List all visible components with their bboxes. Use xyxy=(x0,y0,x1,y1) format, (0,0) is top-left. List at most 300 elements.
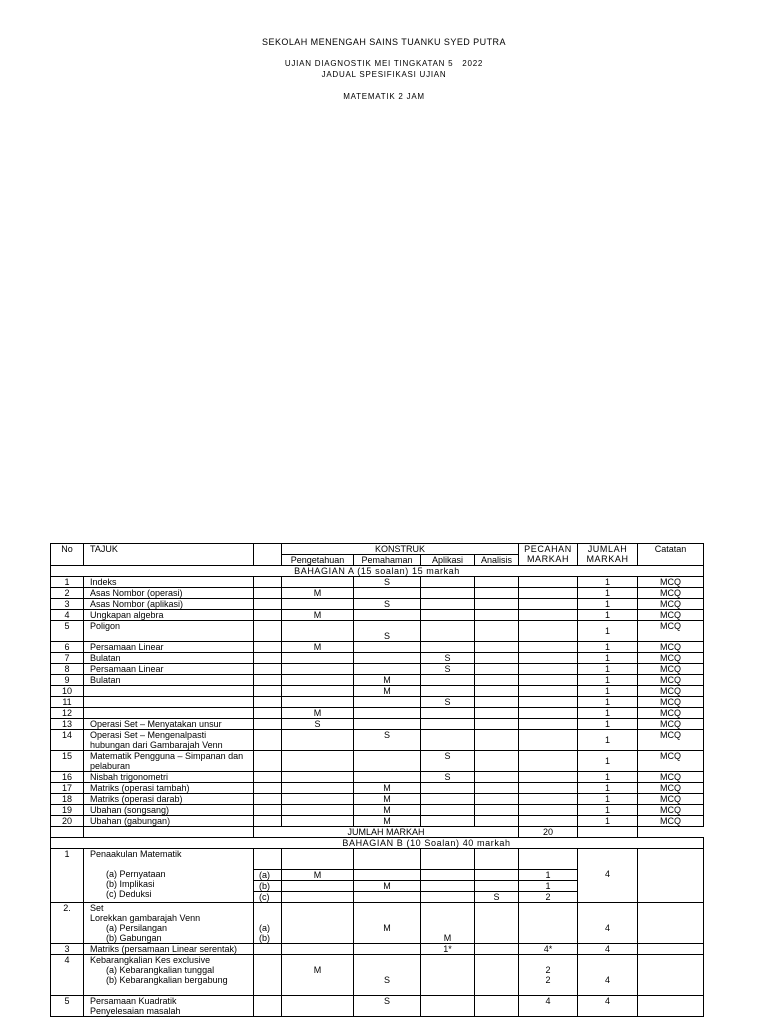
col-header-pengetahuan xyxy=(282,555,354,566)
total-value xyxy=(519,827,578,838)
no-cell xyxy=(51,794,84,805)
jumlah-markah-value xyxy=(578,730,638,751)
analisis-mark xyxy=(475,675,519,686)
pecahan-markah-value xyxy=(519,642,578,653)
catatan-value-line: MCQ xyxy=(660,610,682,620)
jumlah-markah-value xyxy=(578,955,638,996)
aplikasi-mark xyxy=(421,708,475,719)
aplikasi-mark-line: S xyxy=(444,664,451,674)
aplikasi-mark-line: 1* xyxy=(443,944,452,954)
sub-item-cell xyxy=(254,642,282,653)
analisis-mark xyxy=(475,849,519,870)
aplikasi-mark-line xyxy=(421,913,474,923)
table-row xyxy=(51,642,704,653)
jumlah-markah-value-line: 1 xyxy=(605,577,611,587)
pecahan-markah-value-line: 4 xyxy=(545,996,551,1006)
pecahan-markah-value xyxy=(519,816,578,827)
catatan-value xyxy=(638,642,704,653)
pengetahuan-mark xyxy=(282,697,354,708)
catatan-value-line: MCQ xyxy=(660,708,682,718)
catatan-value-line: MCQ xyxy=(660,816,682,826)
analisis-mark xyxy=(475,881,519,892)
aplikasi-mark-line: M xyxy=(443,933,452,943)
pemahaman-mark-line: M xyxy=(383,794,391,804)
analisis-mark xyxy=(475,621,519,642)
pengetahuan-mark xyxy=(282,621,354,642)
catatan-value-line: MCQ xyxy=(660,642,682,652)
pemahaman-mark xyxy=(354,664,421,675)
header-row xyxy=(51,544,704,555)
jumlah-markah-value xyxy=(578,642,638,653)
no-cell-line: 2. xyxy=(63,903,71,913)
jumlah-markah-value-line: 1 xyxy=(605,697,611,707)
exam-title: UJIAN DIAGNOSTIK MEI TINGKATAN 5 2022 xyxy=(284,59,484,68)
pemahaman-mark xyxy=(354,719,421,730)
sub-item-cell xyxy=(254,588,282,599)
col-header-sub xyxy=(254,544,282,566)
sub-item-cell xyxy=(254,772,282,783)
section-title-line: BAHAGIAN B (10 Soalan) 40 markah xyxy=(342,838,511,848)
pengetahuan-mark xyxy=(282,719,354,730)
no-cell-line: 6 xyxy=(64,642,70,652)
pemahaman-mark xyxy=(354,944,421,955)
no-cell-line: 15 xyxy=(61,751,72,761)
tajuk-cell-line: Bulatan xyxy=(90,675,121,685)
col-header-aplikasi-label: Aplikasi xyxy=(431,555,463,565)
jumlah-markah-value-line: 4 xyxy=(605,869,611,879)
pemahaman-mark-line: M xyxy=(383,816,391,826)
pemahaman-mark-line: M xyxy=(383,881,391,891)
aplikasi-mark xyxy=(421,996,475,1017)
sub-item-cell-line: (a) xyxy=(259,923,270,933)
pecahan-markah-value xyxy=(519,686,578,697)
tajuk-cell xyxy=(84,577,254,588)
pecahan-markah-value xyxy=(519,794,578,805)
tajuk-cell-line: Operasi Set – Menyatakan unsur xyxy=(90,719,222,729)
pengetahuan-mark xyxy=(282,642,354,653)
pengetahuan-mark xyxy=(282,751,354,772)
no-cell xyxy=(51,772,84,783)
pemahaman-mark-line: M xyxy=(383,783,391,793)
catatan-value xyxy=(638,849,704,903)
jumlah-markah-value xyxy=(578,805,638,816)
pemahaman-mark xyxy=(354,870,421,881)
jumlah-markah-value-line: 1 xyxy=(605,805,611,815)
no-cell xyxy=(51,686,84,697)
pemahaman-mark xyxy=(354,772,421,783)
no-cell-line: 19 xyxy=(61,805,72,815)
sub-item-cell-line xyxy=(259,913,281,923)
table-row xyxy=(51,664,704,675)
catatan-value xyxy=(638,903,704,944)
catatan-value xyxy=(638,686,704,697)
tajuk-cell-line: Persamaan Linear xyxy=(90,642,164,652)
analisis-mark xyxy=(475,686,519,697)
pecahan-markah-value xyxy=(519,599,578,610)
no-cell xyxy=(51,653,84,664)
no-cell-line: 2 xyxy=(64,588,70,598)
analisis-mark xyxy=(475,577,519,588)
jumlah-markah-value-line xyxy=(578,965,637,975)
catatan-value xyxy=(638,772,704,783)
pengetahuan-mark xyxy=(282,892,354,903)
pecahan-markah-value xyxy=(519,881,578,892)
sub-item-cell xyxy=(254,955,282,996)
analisis-mark xyxy=(475,751,519,772)
tajuk-cell xyxy=(84,772,254,783)
document-title: JADUAL SPESIFIKASI UJIAN xyxy=(321,70,447,79)
catatan-value-line: MCQ xyxy=(660,686,682,696)
pemahaman-mark xyxy=(354,686,421,697)
tajuk-cell xyxy=(84,708,254,719)
analisis-mark xyxy=(475,730,519,751)
analisis-mark xyxy=(475,903,519,944)
jumlah-markah-value-line: 1 xyxy=(605,599,611,609)
pemahaman-mark xyxy=(354,642,421,653)
catatan-value-line: MCQ xyxy=(660,599,682,609)
jumlah-markah-value xyxy=(578,621,638,642)
tajuk-cell xyxy=(84,664,254,675)
table-row xyxy=(51,719,704,730)
no-cell xyxy=(51,708,84,719)
table-row xyxy=(51,621,704,642)
pecahan-markah-value xyxy=(519,719,578,730)
pemahaman-mark xyxy=(354,697,421,708)
pemahaman-mark xyxy=(354,730,421,751)
no-cell-line: 10 xyxy=(61,686,72,696)
tajuk-cell xyxy=(84,675,254,686)
jumlah-markah-value-line: 1 xyxy=(605,653,611,663)
no-cell xyxy=(51,599,84,610)
no-cell-line: 3 xyxy=(64,944,70,954)
total-row xyxy=(51,827,704,838)
jumlah-markah-value xyxy=(578,664,638,675)
pemahaman-mark xyxy=(354,708,421,719)
jumlah-markah-value-line: 1 xyxy=(605,686,611,696)
aplikasi-mark xyxy=(421,730,475,751)
pengetahuan-mark xyxy=(282,577,354,588)
table-row xyxy=(51,996,704,1017)
table-row xyxy=(51,903,704,944)
tajuk-cell-line: (a) Persilangan xyxy=(106,923,168,933)
tajuk-cell xyxy=(84,653,254,664)
analisis-mark xyxy=(475,944,519,955)
pecahan-markah-value-line: 4* xyxy=(543,944,553,954)
catatan-value-line: MCQ xyxy=(660,794,682,804)
aplikasi-mark xyxy=(421,686,475,697)
tajuk-cell-line: Bulatan xyxy=(90,653,121,663)
aplikasi-mark-line: S xyxy=(444,653,451,663)
catatan-value xyxy=(638,751,704,772)
no-cell xyxy=(51,719,84,730)
pecahan-markah-value xyxy=(519,621,578,642)
col-header-analisis xyxy=(475,555,519,566)
pengetahuan-mark xyxy=(282,805,354,816)
no-cell-line: 12 xyxy=(61,708,72,718)
tajuk-cell-line xyxy=(90,859,253,869)
no-cell-line: 1 xyxy=(64,849,70,859)
aplikasi-mark xyxy=(421,751,475,772)
jumlah-markah-value-line xyxy=(578,859,637,869)
pecahan-markah-value xyxy=(519,805,578,816)
catatan-value-line: MCQ xyxy=(660,588,682,598)
tajuk-cell xyxy=(84,730,254,751)
aplikasi-mark xyxy=(421,783,475,794)
pemahaman-mark xyxy=(354,849,421,870)
catatan-value xyxy=(638,794,704,805)
tajuk-cell-line: Ungkapan algebra xyxy=(90,610,164,620)
catatan-value xyxy=(638,675,704,686)
subject-duration: MATEMATIK 2 JAM xyxy=(343,92,425,101)
col-header-tajuk-label: TAJUK xyxy=(90,544,118,554)
catatan-value xyxy=(638,783,704,794)
aplikasi-mark xyxy=(421,955,475,996)
catatan-value xyxy=(638,653,704,664)
pemahaman-mark xyxy=(354,881,421,892)
no-cell xyxy=(51,642,84,653)
tajuk-cell-line: Nisbah trigonometri xyxy=(90,772,169,782)
no-cell-line: 17 xyxy=(61,783,72,793)
pecahan-markah-value-line: 1 xyxy=(545,881,551,891)
pemahaman-mark xyxy=(354,621,421,642)
table-row xyxy=(51,588,704,599)
pengetahuan-mark xyxy=(282,794,354,805)
aplikasi-mark xyxy=(421,599,475,610)
no-cell xyxy=(51,621,84,642)
tajuk-cell-line: (b) Gabungan xyxy=(106,933,162,943)
aplikasi-mark xyxy=(421,881,475,892)
tajuk-cell xyxy=(84,903,254,944)
pemahaman-mark xyxy=(354,577,421,588)
no-cell xyxy=(51,751,84,772)
sub-item-cell-line xyxy=(259,903,281,913)
no-cell xyxy=(51,664,84,675)
analisis-mark xyxy=(475,794,519,805)
col-header-analisis-label: Analisis xyxy=(481,555,513,565)
analisis-mark xyxy=(475,996,519,1017)
tajuk-cell-line: (b) Kebarangkalian bergabung xyxy=(106,975,228,985)
sub-item-cell xyxy=(254,686,282,697)
pemahaman-mark-line: S xyxy=(383,730,390,740)
pecahan-markah-value xyxy=(519,653,578,664)
catatan-value xyxy=(638,719,704,730)
tajuk-cell xyxy=(84,599,254,610)
pengetahuan-mark-line: M xyxy=(313,642,322,652)
sub-item-cell xyxy=(254,664,282,675)
pengetahuan-mark xyxy=(282,955,354,996)
pecahan-markah-value xyxy=(519,849,578,870)
pecahan-markah-value xyxy=(519,892,578,903)
pengetahuan-mark xyxy=(282,772,354,783)
jumlah-markah-value-line xyxy=(578,955,637,965)
analisis-mark xyxy=(475,816,519,827)
tajuk-cell xyxy=(84,610,254,621)
tajuk-cell-line xyxy=(90,985,253,995)
catatan-value-line: MCQ xyxy=(660,621,682,631)
col-header-pecahan-label: PECAHAN xyxy=(524,544,572,554)
catatan-value xyxy=(638,664,704,675)
pecahan-markah-value-line: 2 xyxy=(545,892,551,902)
pecahan-markah-value-line: 2 xyxy=(545,965,551,975)
sub-item-cell xyxy=(254,675,282,686)
tajuk-cell xyxy=(84,621,254,642)
table-row xyxy=(51,805,704,816)
pengetahuan-mark xyxy=(282,730,354,751)
jumlah-markah-value xyxy=(578,697,638,708)
pecahan-markah-value xyxy=(519,783,578,794)
col-header-pecahan-label: MARKAH xyxy=(526,554,570,564)
tajuk-cell-line: Kebarangkalian Kes exclusive xyxy=(90,955,211,965)
pemahaman-mark-line: S xyxy=(383,996,390,1006)
pecahan-markah-value xyxy=(519,903,578,944)
aplikasi-mark xyxy=(421,610,475,621)
aplikasi-mark-line: S xyxy=(444,697,451,707)
sub-item-cell xyxy=(254,783,282,794)
sub-item-cell xyxy=(254,903,282,944)
catatan-value xyxy=(638,955,704,996)
analisis-mark xyxy=(475,783,519,794)
tajuk-cell xyxy=(84,996,254,1017)
sub-item-cell xyxy=(254,805,282,816)
no-cell-line: 3 xyxy=(64,599,70,609)
catatan-value xyxy=(638,588,704,599)
no-cell xyxy=(51,816,84,827)
no-cell-line: 9 xyxy=(64,675,70,685)
catatan-value xyxy=(638,610,704,621)
pecahan-markah-value xyxy=(519,697,578,708)
no-cell xyxy=(51,944,84,955)
jumlah-markah-value xyxy=(578,708,638,719)
pengetahuan-mark-line: M xyxy=(313,870,322,880)
pecahan-markah-value xyxy=(519,577,578,588)
aplikasi-mark xyxy=(421,892,475,903)
tajuk-cell xyxy=(84,816,254,827)
tajuk-cell-line: Matriks (persamaan Linear serentak) xyxy=(90,944,238,954)
pengetahuan-mark xyxy=(282,664,354,675)
pengetahuan-mark xyxy=(282,870,354,881)
tajuk-cell-line: Penaakulan Matematik xyxy=(90,849,182,859)
sub-item-cell-line: (a) xyxy=(259,870,270,880)
tajuk-cell-line: Penyelesaian masalah xyxy=(90,1006,181,1016)
col-header-tajuk xyxy=(84,544,254,566)
sub-item-cell xyxy=(254,849,282,870)
tajuk-cell-line: hubungan dari Gambarajah Venn xyxy=(90,740,223,750)
no-cell xyxy=(51,588,84,599)
pecahan-markah-value xyxy=(519,664,578,675)
table-row xyxy=(51,816,704,827)
tajuk-cell-line: Matematik Pengguna – Simpanan dan xyxy=(90,751,244,761)
tajuk-cell xyxy=(84,697,254,708)
pengetahuan-mark xyxy=(282,599,354,610)
col-header-jumlah-markah xyxy=(578,544,638,566)
col-header-aplikasi xyxy=(421,555,475,566)
catatan-value-line: MCQ xyxy=(660,664,682,674)
pengetahuan-mark-line: M xyxy=(313,965,322,975)
jumlah-markah-value xyxy=(578,783,638,794)
pengetahuan-mark xyxy=(282,588,354,599)
tajuk-cell-line: Matriks (operasi tambah) xyxy=(90,783,190,793)
tajuk-cell-line: (b) Implikasi xyxy=(106,879,155,889)
col-header-jumlah-label: JUMLAH xyxy=(587,544,628,554)
sub-item-cell xyxy=(254,599,282,610)
tajuk-cell-line: Lorekkan gambarajah Venn xyxy=(90,913,201,923)
analisis-mark xyxy=(475,772,519,783)
tajuk-cell xyxy=(84,783,254,794)
section-title-row xyxy=(51,838,704,849)
sub-item-cell xyxy=(254,996,282,1017)
aplikasi-mark xyxy=(421,642,475,653)
no-cell xyxy=(51,577,84,588)
tajuk-cell-line: Operasi Set – Mengenalpasti xyxy=(90,730,207,740)
sub-item-cell xyxy=(254,892,282,903)
catatan-value xyxy=(638,944,704,955)
no-cell-line: 16 xyxy=(61,772,72,782)
pecahan-markah-value-line: 2 xyxy=(545,975,551,985)
catatan-value xyxy=(638,621,704,642)
pemahaman-mark-line: S xyxy=(383,631,390,641)
catatan-value xyxy=(638,730,704,751)
no-cell xyxy=(51,849,84,903)
sub-item-cell-line xyxy=(259,849,281,859)
no-cell xyxy=(51,610,84,621)
pemahaman-mark-line: M xyxy=(383,686,391,696)
aplikasi-mark-line xyxy=(421,923,474,933)
jumlah-markah-value-line: 1 xyxy=(605,783,611,793)
pengetahuan-mark-line: S xyxy=(314,719,321,729)
pengetahuan-mark xyxy=(282,675,354,686)
pecahan-markah-value xyxy=(519,944,578,955)
sub-item-cell xyxy=(254,719,282,730)
sub-item-cell xyxy=(254,577,282,588)
jumlah-markah-value xyxy=(578,772,638,783)
pecahan-markah-value xyxy=(519,772,578,783)
no-cell-line: 20 xyxy=(61,816,72,826)
total-label-line: JUMLAH MARKAH xyxy=(347,827,425,837)
aplikasi-mark-line: S xyxy=(444,751,451,761)
col-header-catatan xyxy=(638,544,704,566)
no-cell-line: 18 xyxy=(61,794,72,804)
catatan-value xyxy=(638,816,704,827)
table-row xyxy=(51,708,704,719)
catatan-value-line: MCQ xyxy=(660,697,682,707)
aplikasi-mark xyxy=(421,805,475,816)
tajuk-cell xyxy=(84,944,254,955)
jumlah-markah-value-line xyxy=(578,903,637,913)
table-row xyxy=(51,675,704,686)
jumlah-markah-value xyxy=(578,751,638,772)
aplikasi-mark xyxy=(421,772,475,783)
pemahaman-mark xyxy=(354,653,421,664)
section-title-line: BAHAGIAN A (15 soalan) 15 markah xyxy=(294,566,460,576)
no-cell xyxy=(51,827,84,838)
pemahaman-mark xyxy=(354,996,421,1017)
table-row xyxy=(51,794,704,805)
pecahan-markah-value xyxy=(519,708,578,719)
pengetahuan-mark-line xyxy=(282,955,353,965)
col-header-pemahaman-label: Pemahaman xyxy=(361,555,413,565)
pemahaman-mark-line: M xyxy=(383,923,391,933)
table-row xyxy=(51,577,704,588)
jumlah-markah-value xyxy=(578,794,638,805)
jumlah-markah-value-line: 1 xyxy=(605,610,611,620)
jumlah-markah-value-line: 1 xyxy=(605,642,611,652)
aplikasi-mark xyxy=(421,588,475,599)
jumlah-markah-value xyxy=(578,653,638,664)
no-cell xyxy=(51,675,84,686)
tajuk-cell-line: Ubahan (songsang) xyxy=(90,805,170,815)
catatan-value-line: MCQ xyxy=(660,772,682,782)
pengetahuan-mark-line: M xyxy=(313,610,322,620)
